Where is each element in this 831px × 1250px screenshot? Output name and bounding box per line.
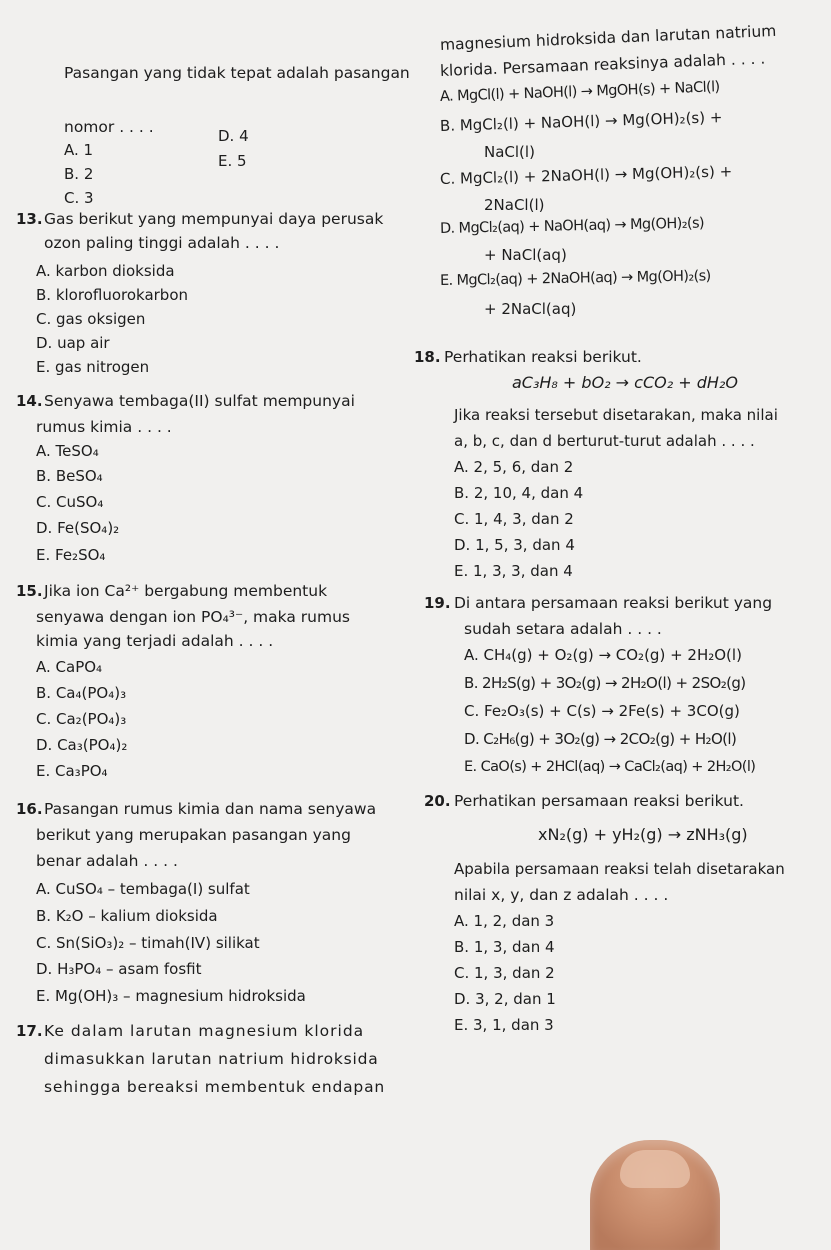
prev-option-d[interactable]: D. 4 xyxy=(218,127,249,145)
q20-stem-line3: nilai x, y, dan z adalah . . . . xyxy=(454,886,669,904)
q16-option-c[interactable]: C. Sn(SiO₃)₂ – timah(IV) silikat xyxy=(36,934,260,952)
q17-option-b[interactable]: B. MgCl₂(l) + NaOH(l) → Mg(OH)₂(s) + xyxy=(439,108,723,135)
q17-option-a[interactable]: A. MgCl(l) + NaOH(l) → MgOH(s) + NaCl(l) xyxy=(439,79,720,105)
q13-number: 13. xyxy=(16,210,43,228)
q16-option-a[interactable]: A. CuSO₄ – tembaga(I) sulfat xyxy=(36,880,250,898)
q14-number: 14. xyxy=(16,392,43,410)
prev-option-b[interactable]: B. 2 xyxy=(64,165,94,183)
q19-option-d[interactable]: D. C₂H₆(g) + 3O₂(g) → 2CO₂(g) + H₂O(l) xyxy=(464,730,737,748)
q16-option-e[interactable]: E. Mg(OH)₃ – magnesium hidroksida xyxy=(36,987,306,1005)
q17-stem-line1: Ke dalam larutan magnesium klorida xyxy=(44,1022,365,1040)
q19-option-a[interactable]: A. CH₄(g) + O₂(g) → CO₂(g) + 2H₂O(l) xyxy=(464,646,742,664)
q18-option-e[interactable]: E. 1, 3, 3, dan 4 xyxy=(454,562,573,580)
q13-stem-line1: Gas berikut yang mempunyai daya perusak xyxy=(44,210,384,228)
q18-equation: aC₃H₈ + bO₂ → cCO₂ + dH₂O xyxy=(512,373,738,392)
q16-number: 16. xyxy=(16,800,43,818)
q13-option-b[interactable]: B. klorofluorokarbon xyxy=(36,286,189,304)
q19-stem-line1: Di antara persamaan reaksi berikut yang xyxy=(454,594,773,612)
q18-stem: Perhatikan reaksi berikut. xyxy=(444,348,642,366)
q18-option-c[interactable]: C. 1, 4, 3, dan 2 xyxy=(454,510,574,528)
q13-option-d[interactable]: D. uap air xyxy=(36,334,110,352)
q17-stem-cont-line2: klorida. Persamaan reaksinya adalah . . . . xyxy=(439,49,766,80)
q18-stem-line3: a, b, c, dan d berturut-turut adalah . . . . xyxy=(454,432,755,450)
q17-option-e[interactable]: E. MgCl₂(aq) + 2NaOH(aq) → Mg(OH)₂(s) xyxy=(439,268,711,289)
q20-equation: xN₂(g) + yH₂(g) → zNH₃(g) xyxy=(538,825,748,844)
q17-stem-line3: sehingga bereaksi membentuk endapan xyxy=(44,1078,385,1096)
q15-option-c[interactable]: C. Ca₂(PO₄)₃ xyxy=(36,710,127,728)
q14-option-c[interactable]: C. CuSO₄ xyxy=(36,493,104,511)
q14-option-e[interactable]: E. Fe₂SO₄ xyxy=(36,546,106,564)
q18-option-d[interactable]: D. 1, 5, 3, dan 4 xyxy=(454,536,575,554)
q15-stem-line3: kimia yang terjadi adalah . . . . xyxy=(36,632,274,650)
q17-stem-cont-line1: magnesium hidroksida dan larutan natrium xyxy=(439,21,777,54)
q15-option-d[interactable]: D. Ca₃(PO₄)₂ xyxy=(36,736,128,754)
q14-option-d[interactable]: D. Fe(SO₄)₂ xyxy=(36,519,120,537)
q17-option-c-cont: 2NaCl(l) xyxy=(484,196,545,214)
q19-option-b[interactable]: B. 2H₂S(g) + 3O₂(g) → 2H₂O(l) + 2SO₂(g) xyxy=(464,674,746,692)
q15-stem-line2: senyawa dengan ion PO₄³⁻, maka rumus xyxy=(36,608,350,626)
q20-number: 20. xyxy=(424,792,451,810)
q18-option-a[interactable]: A. 2, 5, 6, dan 2 xyxy=(454,458,574,476)
prev-question-stem-line2: nomor . . . . xyxy=(64,118,154,136)
q20-stem-line2: Apabila persamaan reaksi telah disetarakan xyxy=(454,860,785,878)
q15-stem-line1: Jika ion Ca²⁺ bergabung membentuk xyxy=(44,582,328,600)
q15-number: 15. xyxy=(16,582,43,600)
q15-option-e[interactable]: E. Ca₃PO₄ xyxy=(36,762,108,780)
q17-stem-line2: dimasukkan larutan natrium hidroksida xyxy=(44,1050,379,1068)
q17-option-d[interactable]: D. MgCl₂(aq) + NaOH(aq) → Mg(OH)₂(s) xyxy=(439,215,705,237)
q13-option-c[interactable]: C. gas oksigen xyxy=(36,310,146,328)
finger-photo xyxy=(590,1140,720,1250)
q17-option-d-cont: + NaCl(aq) xyxy=(484,246,567,264)
q13-option-a[interactable]: A. karbon dioksida xyxy=(36,262,175,280)
q17-option-e-cont: + 2NaCl(aq) xyxy=(484,300,577,318)
q18-number: 18. xyxy=(414,348,441,366)
q16-stem-line2: berikut yang merupakan pasangan yang xyxy=(36,826,351,844)
q14-option-b[interactable]: B. BeSO₄ xyxy=(36,467,103,485)
q19-number: 19. xyxy=(424,594,451,612)
q20-option-a[interactable]: A. 1, 2, dan 3 xyxy=(454,912,555,930)
q17-option-b-cont: NaCl(l) xyxy=(484,143,535,161)
q17-option-c[interactable]: C. MgCl₂(l) + 2NaOH(l) → Mg(OH)₂(s) + xyxy=(439,162,733,188)
q20-option-b[interactable]: B. 1, 3, dan 4 xyxy=(454,938,555,956)
prev-option-a[interactable]: A. 1 xyxy=(64,141,94,159)
prev-question-stem-line1: Pasangan yang tidak tepat adalah pasangan xyxy=(64,64,410,82)
q19-stem-line2: sudah setara adalah . . . . xyxy=(464,620,662,638)
q13-option-e[interactable]: E. gas nitrogen xyxy=(36,358,150,376)
q16-option-d[interactable]: D. H₃PO₄ – asam fosfit xyxy=(36,960,202,978)
q20-stem: Perhatikan persamaan reaksi berikut. xyxy=(454,792,744,810)
q16-stem-line1: Pasangan rumus kimia dan nama senyawa xyxy=(44,800,377,818)
q14-option-a[interactable]: A. TeSO₄ xyxy=(36,442,99,460)
q13-stem-line2: ozon paling tinggi adalah . . . . xyxy=(44,234,280,252)
q20-option-c[interactable]: C. 1, 3, dan 2 xyxy=(454,964,555,982)
q17-number: 17. xyxy=(16,1022,43,1040)
q15-option-b[interactable]: B. Ca₄(PO₄)₃ xyxy=(36,684,127,702)
q18-stem-line2: Jika reaksi tersebut disetarakan, maka nilai xyxy=(454,406,778,424)
q16-option-b[interactable]: B. K₂O – kalium dioksida xyxy=(36,907,218,925)
q15-option-a[interactable]: A. CaPO₄ xyxy=(36,658,103,676)
q20-option-d[interactable]: D. 3, 2, dan 1 xyxy=(454,990,556,1008)
q19-option-c[interactable]: C. Fe₂O₃(s) + C(s) → 2Fe(s) + 3CO(g) xyxy=(464,702,740,720)
q18-option-b[interactable]: B. 2, 10, 4, dan 4 xyxy=(454,484,584,502)
q19-option-e[interactable]: E. CaO(s) + 2HCl(aq) → CaCl₂(aq) + 2H₂O(l) xyxy=(464,759,756,775)
q14-stem-line2: rumus kimia . . . . xyxy=(36,418,172,436)
q14-stem-line1: Senyawa tembaga(II) sulfat mempunyai xyxy=(44,392,355,410)
q20-option-e[interactable]: E. 3, 1, dan 3 xyxy=(454,1016,554,1034)
prev-option-c[interactable]: C. 3 xyxy=(64,189,94,207)
q16-stem-line3: benar adalah . . . . xyxy=(36,852,178,870)
prev-option-e[interactable]: E. 5 xyxy=(218,152,247,170)
fingernail xyxy=(620,1150,690,1188)
